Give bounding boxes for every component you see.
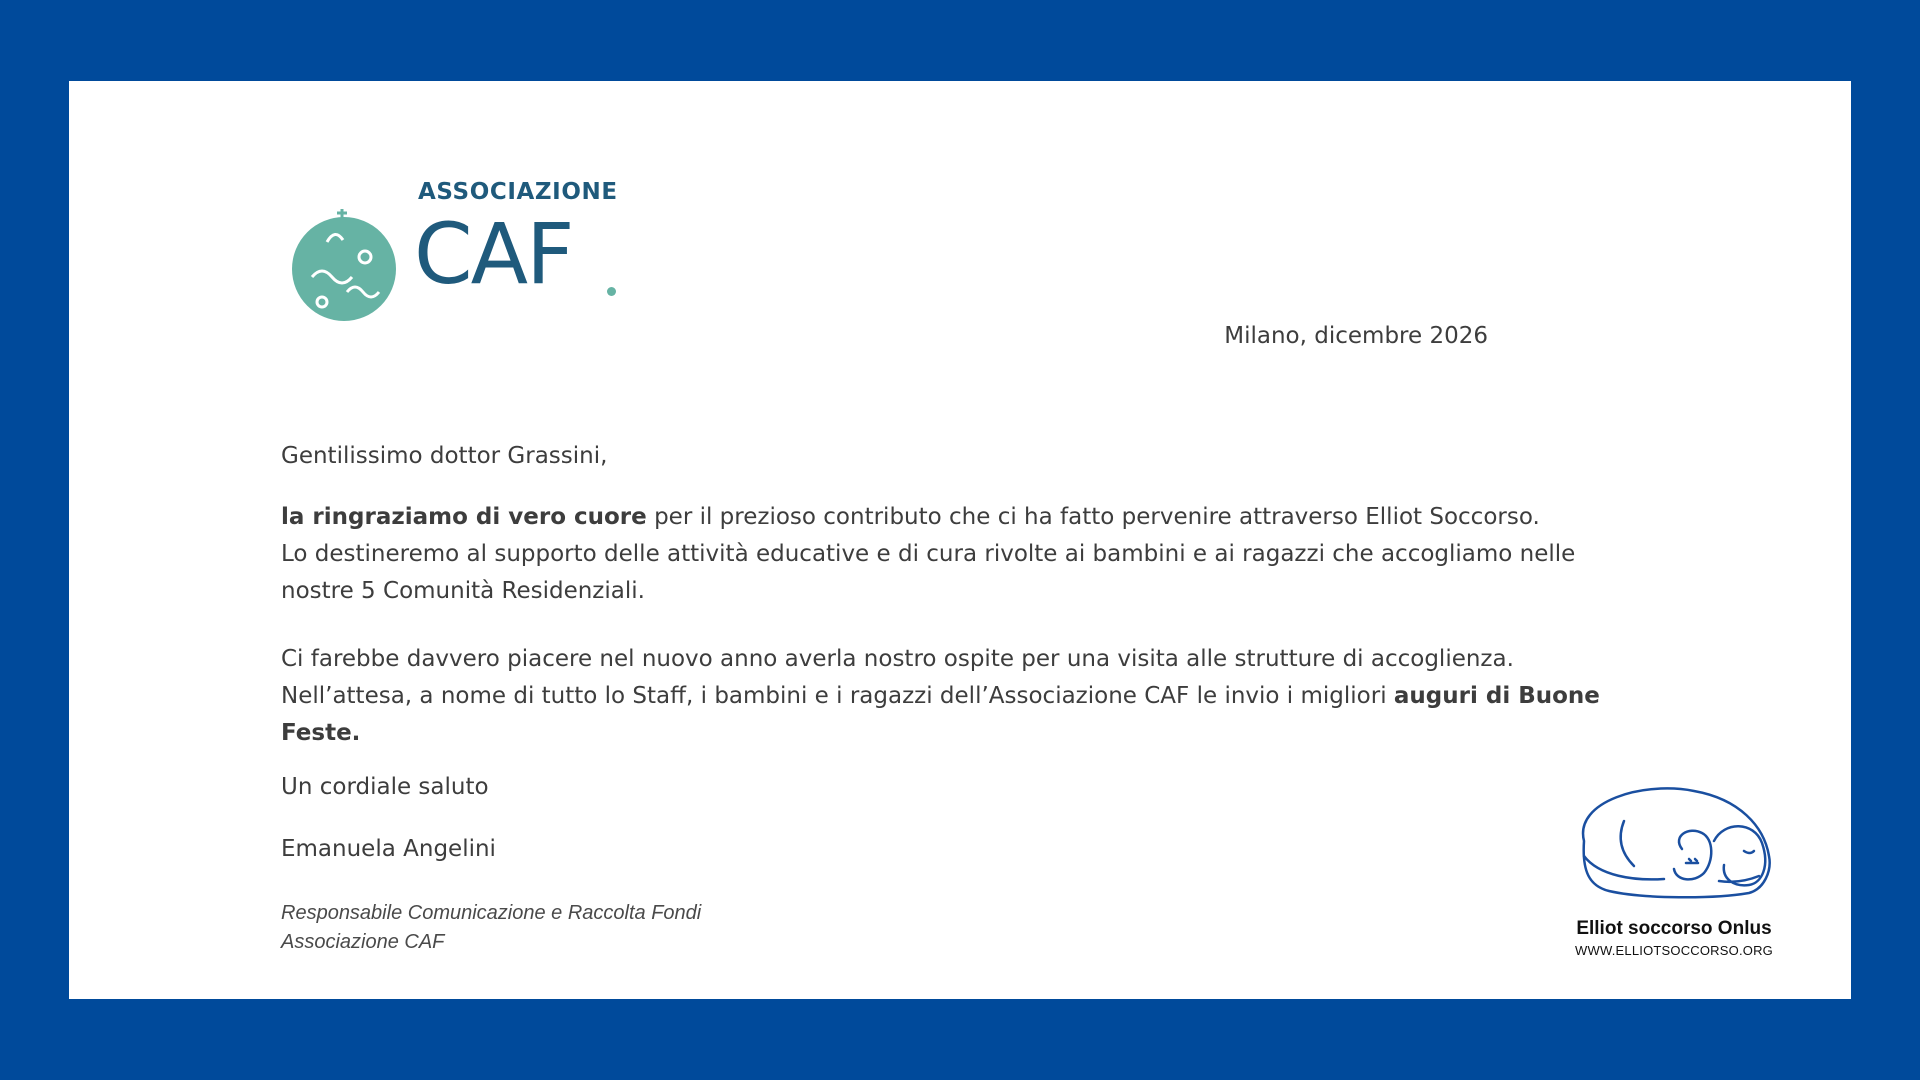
- letter-closing: Un cordiale saluto: [281, 774, 489, 800]
- caf-logo-dot: [607, 287, 616, 296]
- letter-sheet: [69, 81, 1851, 999]
- letter-salutation: Gentilissimo dottor Grassini,: [281, 443, 608, 469]
- greetings-emphasis: auguri di Buone: [1393, 683, 1600, 709]
- paragraph-1-line-1: [281, 499, 1581, 536]
- paragraph-2-line-3: [281, 715, 1581, 752]
- thanks-emphasis: la ringraziamo di vero cuore: [281, 504, 647, 530]
- signer-role-block: [281, 899, 701, 957]
- caf-logo-label: ASSOCIAZIONE: [418, 179, 618, 205]
- caf-logo-name: CAF: [414, 205, 573, 303]
- paragraph-2-line-1: Ci farebbe davvero piacere nel nuovo anno averla nostro ospite per una visita alle strutture di accoglienza.: [281, 646, 1514, 672]
- greetings-emphasis-end: Feste.: [281, 720, 361, 746]
- paragraph-1-line-3: nostre 5 Comunità Residenziali.: [281, 578, 645, 604]
- elliot-logo-url[interactable]: WWW.ELLIOTSOCCORSO.ORG: [1575, 943, 1773, 958]
- paragraph-1-line-1-text: per il prezioso contributo che ci ha fatto pervenire attraverso Elliot Soccorso.: [646, 504, 1540, 530]
- caf-logo: [287, 131, 707, 331]
- signer-role: Responsabile Comunicazione e Raccolta Fondi: [281, 902, 702, 924]
- signer-organization: Associazione CAF: [281, 931, 445, 953]
- paragraph-2-line-2: [281, 678, 1600, 715]
- paragraph-1-line-2: Lo destineremo al supporto delle attività educative e di cura rivolte ai bambini e ai ragazzi che accogliamo nelle: [281, 541, 1576, 567]
- letter-date: Milano, dicembre 2026: [1224, 323, 1488, 349]
- caf-ornament-icon: [287, 207, 402, 322]
- letter-paragraph-1: [281, 499, 1581, 610]
- letter-signer: Emanuela Angelini: [281, 836, 496, 862]
- sleeping-dog-icon: [1564, 781, 1784, 906]
- letter-paragraph-2: [281, 641, 1600, 752]
- elliot-logo: [1559, 781, 1789, 981]
- paragraph-2-line-2-text: Nell’attesa, a nome di tutto lo Staff, i bambini e i ragazzi dell’Associazione CAF le invio i migliori: [281, 683, 1394, 709]
- elliot-logo-name: Elliot soccorso Onlus: [1576, 918, 1772, 939]
